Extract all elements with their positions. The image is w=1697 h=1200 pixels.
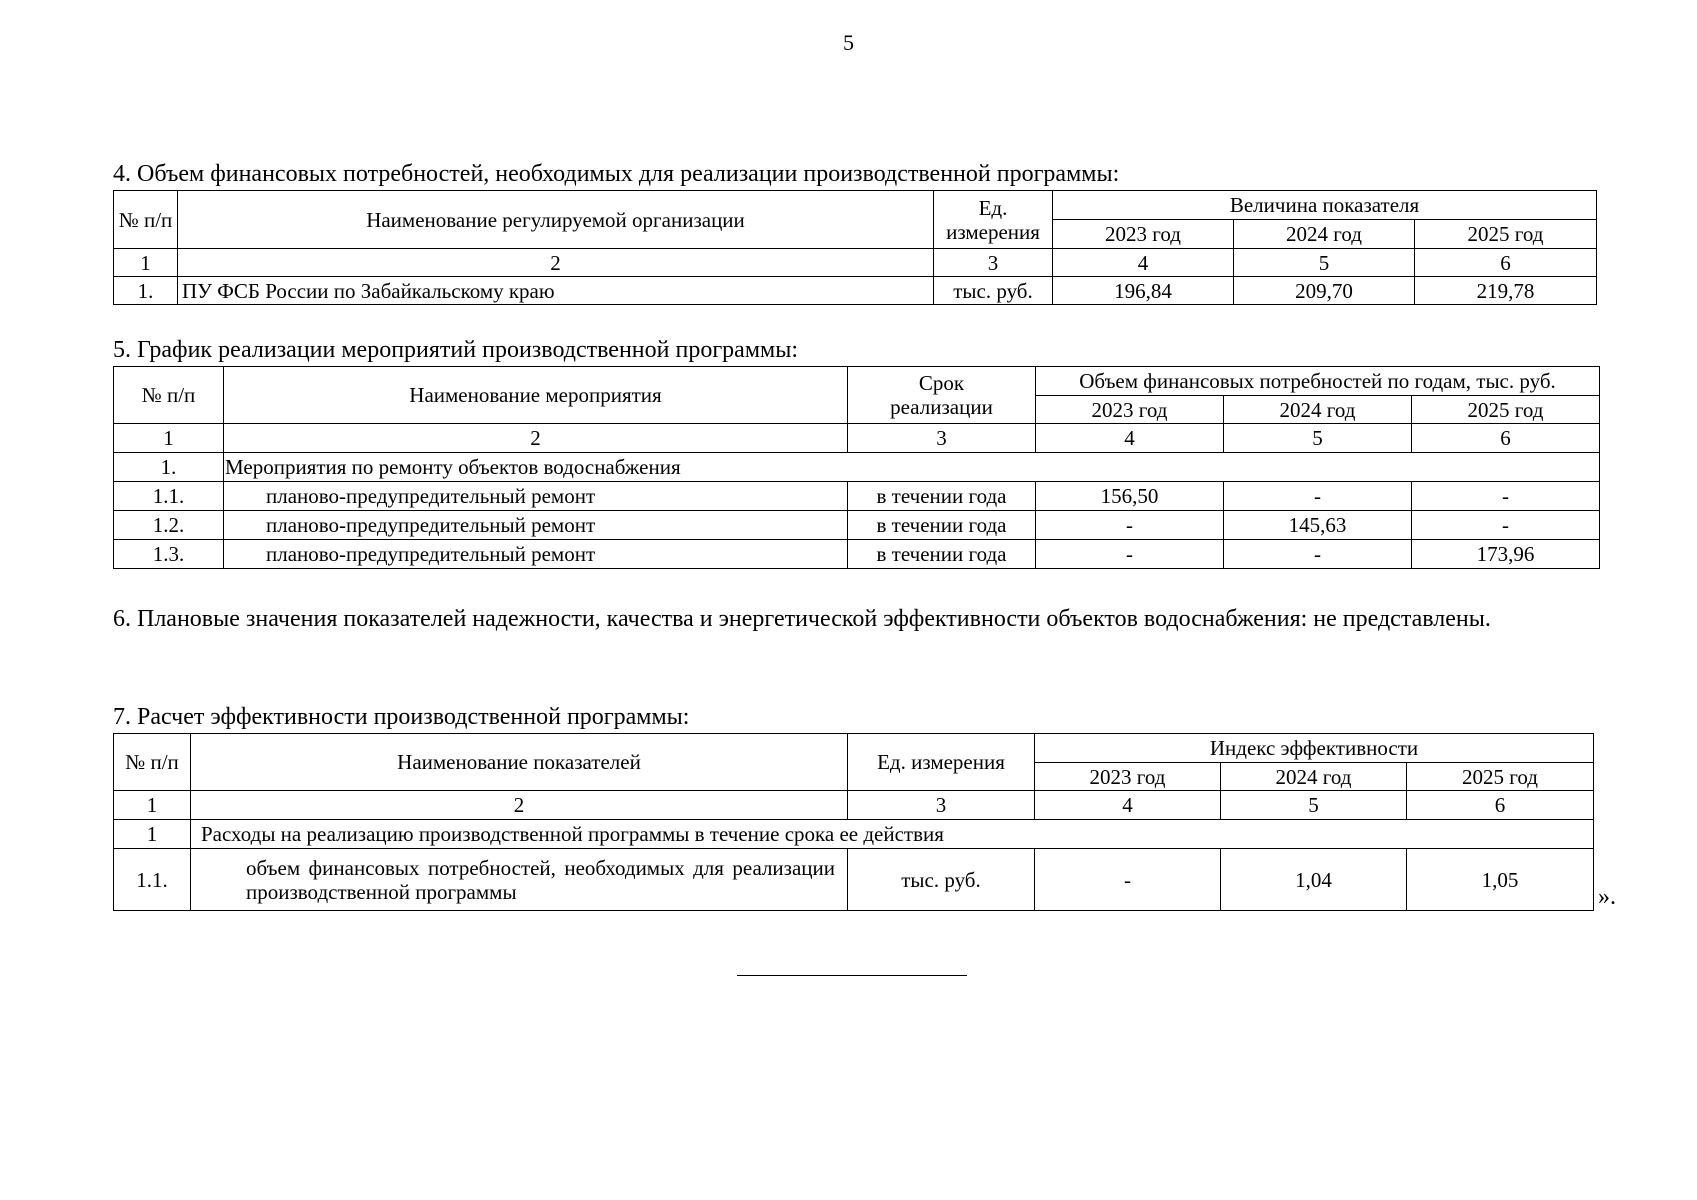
header-unit: Ед. измерения — [934, 191, 1053, 249]
header-num: № п/п — [114, 734, 191, 791]
row-name: Расходы на реализацию производственной программы в течение срока ее действия — [191, 820, 1594, 849]
column-number: 3 — [934, 249, 1053, 277]
row-num: 1.1. — [114, 849, 191, 911]
row-name: ПУ ФСБ России по Забайкальскому краю — [178, 277, 934, 305]
table-row — [114, 849, 1594, 911]
header-year: 2024 год — [1224, 396, 1412, 424]
row-term: в течении года — [848, 482, 1036, 511]
header-num: № п/п — [114, 367, 224, 424]
column-number: 5 — [1234, 249, 1415, 277]
page-number: 5 — [843, 30, 854, 55]
header-year: 2024 год — [1234, 220, 1415, 249]
column-number: 2 — [191, 791, 848, 820]
row-value: - — [1224, 482, 1412, 511]
table-row — [114, 482, 1600, 511]
column-number: 4 — [1053, 249, 1234, 277]
section-4-table — [113, 190, 1597, 305]
column-number: 6 — [1407, 791, 1594, 820]
header-name: Наименование показателей — [191, 734, 848, 791]
end-divider — [737, 975, 967, 976]
row-num: 1.2. — [114, 511, 224, 540]
row-name: планово-предупредительный ремонт — [224, 482, 848, 511]
row-value: 173,96 — [1412, 540, 1600, 569]
row-name: планово-предупредительный ремонт — [224, 540, 848, 569]
column-number: 5 — [1221, 791, 1407, 820]
section-4-title: 4. Объем финансовых потребностей, необходимых для реализации производственной программы: — [113, 161, 1120, 187]
header-name: Наименование мероприятия — [224, 367, 848, 424]
column-number: 3 — [848, 424, 1036, 453]
column-number: 6 — [1412, 424, 1600, 453]
row-num: 1. — [114, 453, 224, 482]
column-number: 1 — [114, 249, 178, 277]
group-row — [114, 453, 1600, 482]
row-value: 1,05 — [1407, 849, 1594, 911]
column-number: 6 — [1415, 249, 1597, 277]
row-value: - — [1412, 482, 1600, 511]
column-number: 2 — [178, 249, 934, 277]
row-value: - — [1036, 540, 1224, 569]
row-value: 156,50 — [1036, 482, 1224, 511]
header-year: 2025 год — [1415, 220, 1597, 249]
row-value: - — [1035, 849, 1221, 911]
row-value: - — [1224, 540, 1412, 569]
row-unit: тыс. руб. — [934, 277, 1053, 305]
header-year: 2023 год — [1053, 220, 1234, 249]
column-number: 4 — [1035, 791, 1221, 820]
table-row — [114, 511, 1600, 540]
header-unit: Ед. измерения — [848, 734, 1035, 791]
row-value: 209,70 — [1234, 277, 1415, 305]
header-year: 2023 год — [1035, 763, 1221, 791]
closing-quote: ». — [1598, 884, 1616, 910]
header-name: Наименование регулируемой организации — [178, 191, 934, 249]
column-number: 1 — [114, 424, 224, 453]
row-num: 1.3. — [114, 540, 224, 569]
row-term: в течении года — [848, 511, 1036, 540]
row-value: - — [1412, 511, 1600, 540]
row-name: планово-предупредительный ремонт — [224, 511, 848, 540]
header-year: 2024 год — [1221, 763, 1407, 791]
group-row — [114, 820, 1594, 849]
section-5-table — [113, 366, 1600, 569]
row-value: 219,78 — [1415, 277, 1597, 305]
row-value: - — [1036, 511, 1224, 540]
header-group: Объем финансовых потребностей по годам, тыс. руб. — [1036, 367, 1600, 396]
header-year: 2025 год — [1412, 396, 1600, 424]
row-value: 196,84 — [1053, 277, 1234, 305]
header-group: Величина показателя — [1053, 191, 1597, 220]
header-term: Срок реализации — [848, 367, 1036, 424]
column-number: 1 — [114, 791, 191, 820]
row-num: 1 — [114, 820, 191, 849]
row-num: 1.1. — [114, 482, 224, 511]
section-5-title: 5. График реализации мероприятий производственной программы: — [113, 337, 798, 363]
table-row — [114, 540, 1600, 569]
section-6-paragraph: 6. Плановые значения показателей надежности, качества и энергетической эффективности объектов водоснабжения: не представлены. — [113, 606, 1491, 632]
row-name: Мероприятия по ремонту объектов водоснабжения — [224, 453, 1600, 482]
header-year: 2023 год — [1036, 396, 1224, 424]
column-number: 3 — [848, 791, 1035, 820]
section-7-title: 7. Расчет эффективности производственной программы: — [113, 704, 690, 730]
section-7-table — [113, 733, 1594, 911]
row-num: 1. — [114, 277, 178, 305]
row-value: 145,63 — [1224, 511, 1412, 540]
row-value: 1,04 — [1221, 849, 1407, 911]
column-number: 4 — [1036, 424, 1224, 453]
header-year: 2025 год — [1407, 763, 1594, 791]
column-number: 2 — [224, 424, 848, 453]
row-name: объем финансовых потребностей, необходимых для реализации производственной программы — [191, 849, 848, 911]
header-group: Индекс эффективности — [1035, 734, 1594, 763]
row-unit: тыс. руб. — [848, 849, 1035, 911]
table-row — [114, 277, 1597, 305]
row-term: в течении года — [848, 540, 1036, 569]
header-num: № п/п — [114, 191, 178, 249]
column-number: 5 — [1224, 424, 1412, 453]
